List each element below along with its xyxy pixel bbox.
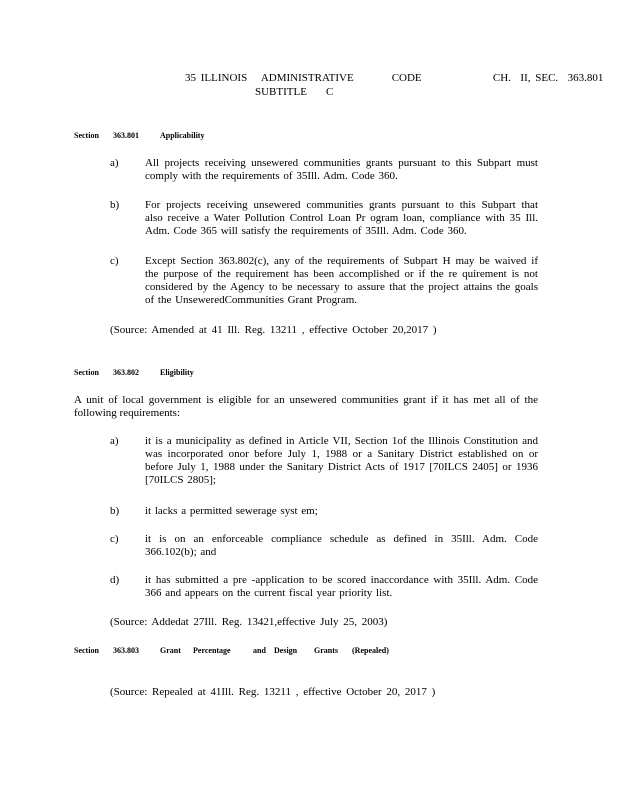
section-title-word: Grant: [160, 646, 181, 655]
item-marker: b): [110, 199, 120, 211]
item-text: All projects receiving unsewered communities grants pursuant to this Subpart must comply with the requirements of 35Ill. Adm. Code 360.: [145, 157, 538, 182]
item-text: Except Section 363.802(c), any of the requirements of Subpart H may be waived if the purpose of the requirement has been accomplished or if the re quirement is not considered by the Agency to be necessary to assure that the project attains the goals of the UnseweredCommunities Grant Program.: [145, 255, 538, 306]
source-note: (Source: Repealed at 41Ill. Reg. 13211 , effective October 20, 2017 ): [110, 686, 436, 698]
section-title-word: and: [253, 646, 266, 655]
section-heading-363-802: [74, 368, 194, 377]
source-note: (Source: Addedat 27Ill. Reg. 13421,effective July 25, 2003): [110, 616, 388, 628]
item-marker: a): [110, 435, 119, 447]
item-text: it is a municipality as defined in Article VII, Section 1of the Illinois Constitution and was incorporated onor before July 1, 1988 or a Sanitary District established on or before July 1, 1988 under the Sanitary District Acts of 1917 [70ILCS 2405] or 1936 [70ILCS 2805];: [145, 435, 538, 486]
item-text: it has submitted a pre -application to be scored inaccordance with 35Ill. Adm. Code 366 and appears on the current fiscal year priority list.: [145, 574, 538, 599]
page-header-subtitle: SUBTITLE C: [255, 86, 334, 98]
page-header-title: 35 ILLINOIS ADMINISTRATIVE CODE CH. II, SEC. 363.801: [185, 72, 604, 84]
section-title-word: Design: [274, 646, 298, 655]
section-title-word: (Repealed): [352, 646, 389, 655]
section-title-word: Percentage: [193, 646, 231, 655]
section-label: Section: [74, 646, 99, 655]
item-text: it is on an enforceable compliance schedule as defined in 35Ill. Adm. Code 366.102(b); and: [145, 533, 538, 558]
item-marker: a): [110, 157, 119, 169]
section-number: 363.802: [113, 368, 139, 377]
item-marker: c): [110, 533, 119, 545]
section-number: 363.801: [113, 131, 139, 140]
section-title-word: Grants: [314, 646, 338, 655]
section-title: Eligibility: [160, 368, 194, 377]
section-label: Section: [74, 131, 99, 140]
section-intro: A unit of local government is eligible for an unsewered communities grant if it has met all of the following requirements:: [74, 394, 538, 419]
section-number: 363.803: [113, 646, 139, 655]
item-text: it lacks a permitted sewerage syst em;: [145, 505, 318, 517]
section-label: Section: [74, 368, 99, 377]
item-marker: d): [110, 574, 120, 586]
section-heading-363-801: [74, 131, 205, 140]
item-marker: c): [110, 255, 119, 267]
section-title: Applicability: [160, 131, 205, 140]
item-marker: b): [110, 505, 120, 517]
source-note: (Source: Amended at 41 Ill. Reg. 13211 , effective October 20,2017 ): [110, 324, 437, 336]
item-text: For projects receiving unsewered communities grants pursuant to this Subpart that also receive a Water Pollution Control Loan Pr ogram loan, compliance with 35 Ill. Adm. Code 365 will satisfy the requirements of 35Ill. Adm. Code 360.: [145, 199, 538, 237]
